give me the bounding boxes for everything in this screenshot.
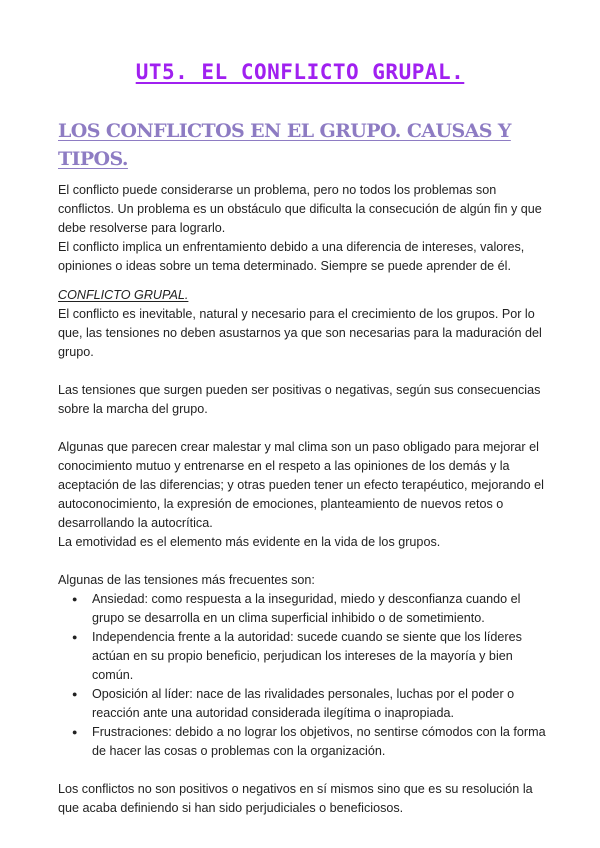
spacer xyxy=(58,761,548,780)
list-item: ● Frustraciones: debido a no lograr los objetivos, no sentirse cómodos con la forma de hacer las cosas o problemas con la organización. xyxy=(58,723,548,761)
paragraph-1: El conflicto es inevitable, natural y necesario para el crecimiento de los grupos. Por lo que, las tensiones no deben asustarnos ya que son necesarias para la maduración del grupo. xyxy=(58,307,542,359)
paragraph-2: Las tensiones que surgen pueden ser positivas o negativas, según sus consecuencias sobre la marcha del grupo. xyxy=(58,383,541,416)
document-body xyxy=(58,181,548,818)
tensions-list xyxy=(58,590,548,761)
list-item: ● Ansiedad: como respuesta a la inseguridad, miedo y desconfianza cuando el grupo se desarrolla en un clima superficial inhibido o de sometimiento. xyxy=(58,590,548,628)
spacer xyxy=(58,552,548,571)
conclusion-paragraph: Los conflictos no son positivos o negativos en sí mismos sino que es su resolución la que acaba definiendo si han sido perjudiciales o beneficiosos. xyxy=(58,782,533,815)
intro-paragraph-1: El conflicto puede considerarse un problema, pero no todos los problemas son conflictos. Un problema es un obstáculo que dificulta la consecución de algún fin y que debe resolverse para lograrlo. xyxy=(58,183,542,235)
subheading: CONFLICTO GRUPAL. xyxy=(58,288,189,302)
spacer xyxy=(58,362,548,381)
spacer xyxy=(58,419,548,438)
document-title: UT5. EL CONFLICTO GRUPAL. xyxy=(135,60,465,84)
paragraph-3: Algunas que parecen crear malestar y mal clima son un paso obligado para mejorar el conocimiento mutuo y entrenarse en el respeto a las opiniones de los demás y la aceptación de las diferencias; y otras pueden tener un efecto terapéutico, mejorando el autoconocimiento, la expresión de emociones, planteamiento de nuevos retos o desarrollando la autocrítica. xyxy=(58,440,544,530)
list-item: ● Independencia frente a la autoridad: sucede cuando se siente que los líderes actúan en su propio beneficio, perjudican los intereses de la mayoría y bien común. xyxy=(58,628,548,685)
list-intro: Algunas de las tensiones más frecuentes son: xyxy=(58,573,315,587)
section-heading: LOS CONFLICTOS EN EL GRUPO. CAUSAS Y TIPOS. xyxy=(58,120,511,170)
paragraph-4: La emotividad es el elemento más evidente en la vida de los grupos. xyxy=(58,535,441,549)
list-item: ● Oposición al líder: nace de las rivalidades personales, luchas por el poder o reacción ante una autoridad considerada ilegítima o inapropiada. xyxy=(58,685,548,723)
intro-paragraph-2: El conflicto implica un enfrentamiento debido a una diferencia de intereses, valores, opiniones o ideas sobre un tema determinado. Siempre se puede aprender de él. xyxy=(58,240,525,273)
